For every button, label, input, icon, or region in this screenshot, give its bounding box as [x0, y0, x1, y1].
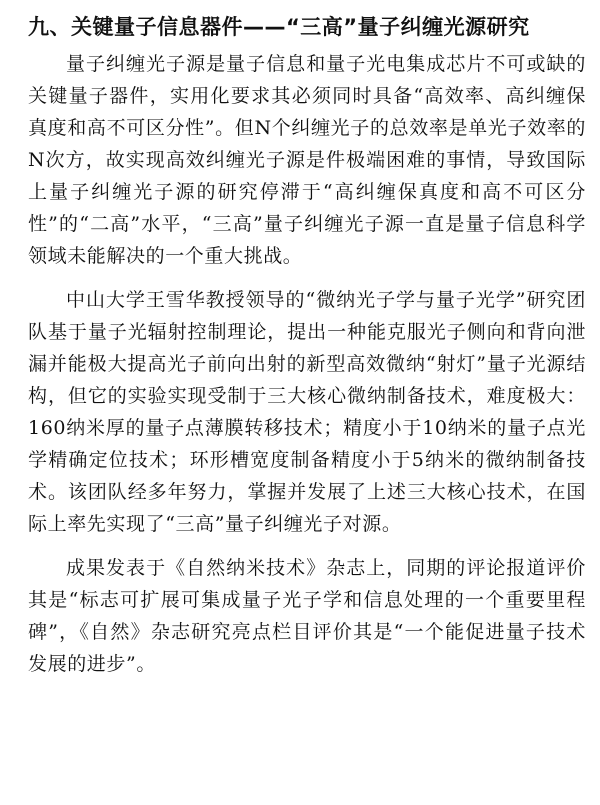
paragraph-background: 量子纠缠光子源是量子信息和量子光电集成芯片不可或缺的关键量子器件，实用化要求其必须同时具备“高效率、高纠缠保真度和高不可区分性”。但N个纠缠光子的总效率是单光子效率的N次方，故实现高效纠缠光子源是件极端困难的事情，导致国际上量子纠缠光子源的研究停滞于“高纠缠保真度和高不可区分性”的“二高”水平，“三高”量子纠缠光子源一直是量子信息科学领域未能解决的一个重大挑战。 — [28, 53, 586, 267]
paragraph-publication: 成果发表于《自然纳米技术》杂志上，同期的评论报道评价其是“标志可扩展可集成量子光子学和信息处理的一个重要里程碑”，《自然》杂志研究亮点栏目评价其是“一个能促进量子技术发展的进步”。 — [28, 557, 586, 675]
section-title: 九、关键量子信息器件——“三高”量子纠缠光源研究 — [28, 15, 530, 39]
paragraph-research: 中山大学王雪华教授领导的“微纳光子学与量子光学”研究团队基于量子光辐射控制理论，提出一种能克服光子侧向和背向泄漏并能极大提高光子前向出射的新型高效微纳“射灯”量子光源结构，但它的实验实现受制于三大核心微纳制备技术，难度极大：160纳米厚的量子点薄膜转移技术；精度小于10纳米的量子点光学精确定位技术；环形槽宽度制备精度小于5纳米的微纳制备技术。该团队经多年努力，掌握并发展了上述三大核心技术，在国际上率先实现了“三高”量子纠缠光子对源。 — [28, 289, 586, 535]
